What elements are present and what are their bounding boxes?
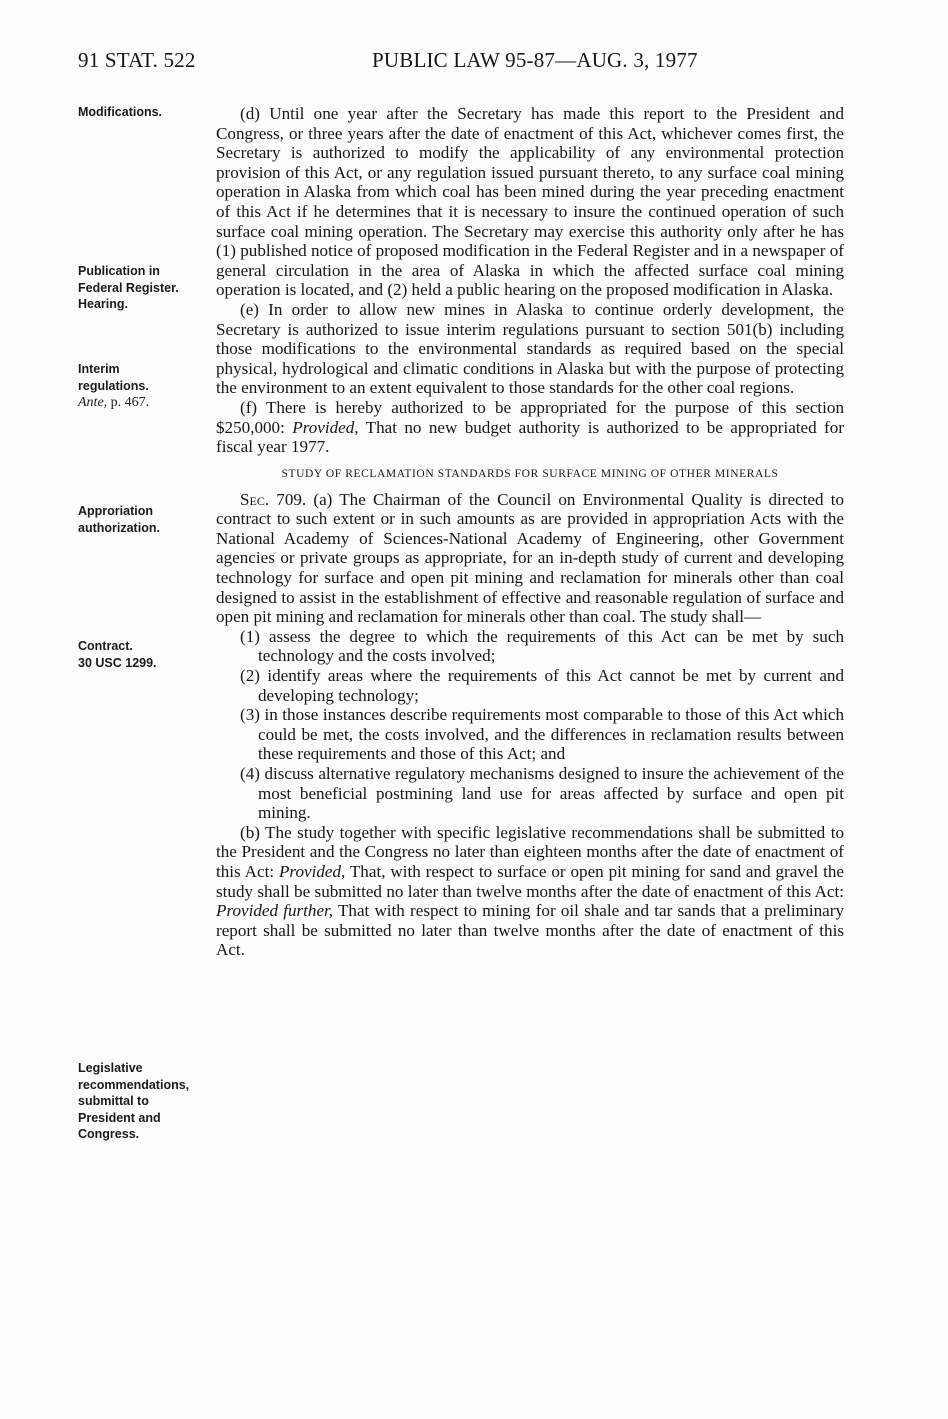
study-item: (3) in those instances describe requirements most comparable to those of this Act which could be met, the costs involved, and the differences in reclamation results between these requirements and those of this Act; and [240, 705, 844, 764]
stat-page-number: 91 STAT. 522 [78, 48, 196, 72]
ante-page: p. 467. [107, 395, 150, 410]
ante-italic: Ante, [78, 395, 108, 410]
subsection-e: (e) In order to allow new mines in Alaska to continue orderly development, the Secretary is authorized to issue interim regulations pursuant to section 501(b) including those modifications to the environmental standards as required based on the special physical, hydrological and climatic conditions in Alaska but with the purpose of protecting the environment to an extent equivalent to those standards for the other coal regions. [216, 299, 844, 398]
running-title: PUBLIC LAW 95-87—AUG. 3, 1977 [372, 48, 698, 72]
margin-note-modifications: Modifications. [78, 105, 163, 119]
subsection-b: (b) The study together with specific legislative recommendations shall be submitted to the President and the Congress no later than eighteen months after the date of enactment of this Act: Provided, That, with respect to surface or open pit mining for sand and gravel the study shall be submitted no later than twelve months after the date of enactment of this Act: Provided further, That with respect to mining for oil shale and tar sands that a preliminary report shall be submitted no later than twelve months after the date of enactment of this Act. [216, 822, 844, 960]
study-item: (4) discuss alternative regulatory mechanisms designed to insure the achievement of the most beneficial postmining land use for areas affected by surface and open pit mining. [240, 764, 844, 823]
section-label: Sec. 709. [240, 489, 307, 509]
subsection-d: (d) Until one year after the Secretary has made this report to the President and Congress, or three years after the date of enactment of this Act, whichever comes first, the Secretary is authorized to modify the applicability of any environmental protection provision of this Act, or any regulation issued pursuant thereto, to any surface coal mining operation in Alaska from which coal has been mined during the year preceding enactment of this Act if he determines that it is necessary to insure the continued operation of such surface coal mining operation. The Secretary may exercise this authority only after he has (1) published notice of proposed modification in the Federal Register and in a newspaper of general circulation in the area of Alaska in which the affected surface coal mining operation is located, and (2) held a public hearing on the proposed modification in Alaska. [216, 104, 844, 300]
margin-note-appropriation: Approriation authorization. [78, 504, 160, 535]
page-header [0, 48, 948, 78]
margin-note-interim: Interim regulations. Ante, p. 467. [78, 362, 150, 410]
section-heading: STUDY OF RECLAMATION STANDARDS FOR SURFACE MINING OF OTHER MINERALS [281, 467, 779, 480]
margin-note-contract: Contract. 30 USC 1299. [78, 639, 157, 670]
subsection-f: (f) There is hereby authorized to be appropriated for the purpose of this section $250,000: Provided, That no new budget authority is authorized to be appropriated for fiscal year 1977. [216, 397, 844, 457]
section-709-a: Sec. 709. (a) The Chairman of the Council on Environmental Quality is directed to contract to such extent or in such amounts as are provided in appropriation Acts with the National Academy of Sciences-National Academy of Engineering, other Government agencies or private groups as appropriate, for an in-depth study of current and developing technology for surface and open pit mining and reclamation for minerals other than coal designed to assist in the establishment of effective and reasonable regulation of surface and open pit mining and reclamation for minerals other than coal. The study shall— [216, 489, 844, 627]
study-item: (2) identify areas where the requirements of this Act cannot be met by current and developing technology; [240, 666, 844, 705]
study-item: (1) assess the degree to which the requirements of this Act can be met by such technology and the costs involved; [240, 626, 844, 666]
body-text [216, 104, 844, 960]
margin-note-publication: Publication in Federal Register. Hearing. [78, 264, 179, 311]
margin-note-legislative: Legislative recommendations, submittal to President and Congress. [78, 1061, 190, 1141]
bleed-through-text [100, 200, 103, 215]
